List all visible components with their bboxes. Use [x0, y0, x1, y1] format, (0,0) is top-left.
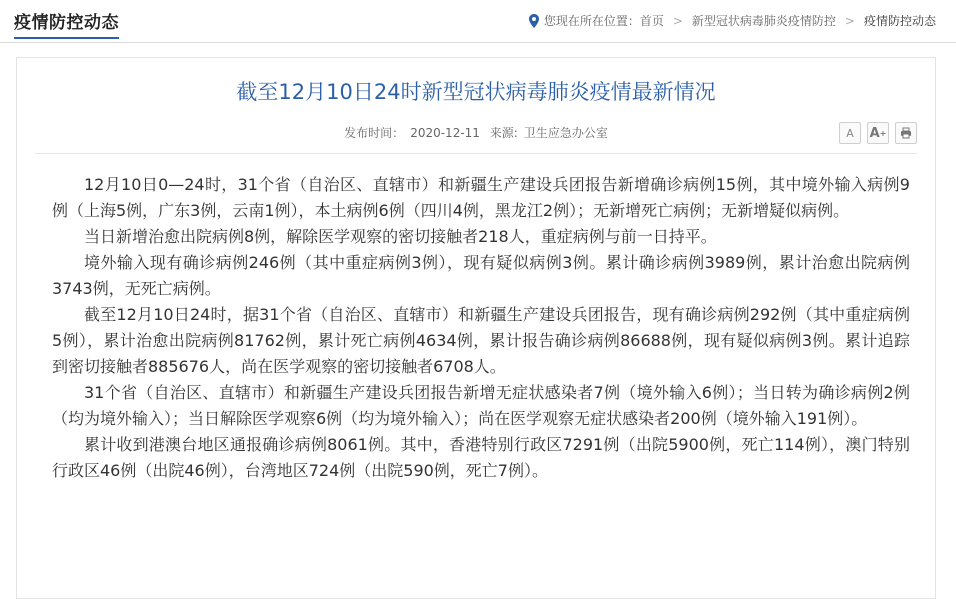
article-paragraph: 境外输入现有确诊病例246例（其中重症病例3例），现有疑似病例3例。累计确诊病例3989例，累计治愈出院病例3743例，无死亡病例。	[52, 253, 910, 298]
breadcrumb-item-current[interactable]: 疫情防控动态	[863, 14, 936, 28]
source-label: 来源:	[489, 126, 518, 140]
breadcrumb-separator: >	[672, 13, 683, 28]
article-paragraph: 12月10日0—24时，31个省（自治区、直辖市）和新疆生产建设兵团报告新增确诊病例15例，其中境外输入病例9例（上海5例，广东3例，云南1例），本土病例6例（四川4例，黑龙江2例）；无新增死亡病例；无新增疑似病例。	[52, 175, 910, 220]
section-title: 疫情防控动态	[14, 13, 119, 39]
article-panel	[16, 57, 936, 599]
meta-divider	[35, 153, 917, 154]
article-paragraph: 截至12月10日24时，据31个省（自治区、直辖市）和新疆生产建设兵团报告，现有确诊病例292例（其中重症病例5例），累计治愈出院病例81762例，累计死亡病例4634例，累计报告确诊病例86688例，现有疑似病例3例。累计追踪到密切接触者885676人，尚在医学观察的密切接触者6708人。	[52, 305, 910, 376]
article-body	[52, 172, 910, 484]
article-title: 截至12月10日24时新型冠状病毒肺炎疫情最新情况	[236, 80, 716, 104]
location-pin-icon	[529, 14, 539, 28]
breadcrumb-item-home[interactable]: 首页	[639, 14, 664, 28]
printer-icon	[900, 127, 912, 139]
breadcrumb-prefix: 您现在所在位置：	[543, 14, 640, 28]
article-paragraph: 31个省（自治区、直辖市）和新疆生产建设兵团报告新增无症状感染者7例（境外输入6例）；当日转为确诊病例2例（均为境外输入）；当日解除医学观察6例（均为境外输入）；尚在医学观察无症状感染者200例（境外输入191例）。	[52, 383, 910, 428]
font-smaller-button[interactable]	[839, 122, 861, 144]
font-smaller-label: A	[846, 126, 854, 140]
publish-date: 2020-12-11	[410, 126, 480, 140]
article-meta	[17, 124, 935, 141]
font-larger-label: A	[869, 125, 880, 141]
article-paragraph: 累计收到港澳台地区通报确诊病例8061例。其中，香港特别行政区7291例（出院5900例，死亡114例），澳门特别行政区46例（出院46例），台湾地区724例（出院590例，死亡7例）。	[52, 435, 910, 480]
top-bar	[0, 0, 956, 43]
date-label: 发布时间：	[344, 126, 405, 140]
article-paragraph: 当日新增治愈出院病例8例，解除医学观察的密切接触者218人，重症病例与前一日持平。	[84, 227, 717, 246]
breadcrumb-separator: >	[844, 13, 855, 28]
article-tools	[839, 122, 917, 144]
source-name: 卫生应急办公室	[523, 126, 608, 140]
font-larger-plus: +	[879, 128, 887, 138]
breadcrumb	[529, 12, 936, 29]
print-button[interactable]	[895, 122, 917, 144]
breadcrumb-item-covid[interactable]: 新型冠状病毒肺炎疫情防控	[691, 14, 836, 28]
font-larger-button[interactable]	[867, 122, 889, 144]
